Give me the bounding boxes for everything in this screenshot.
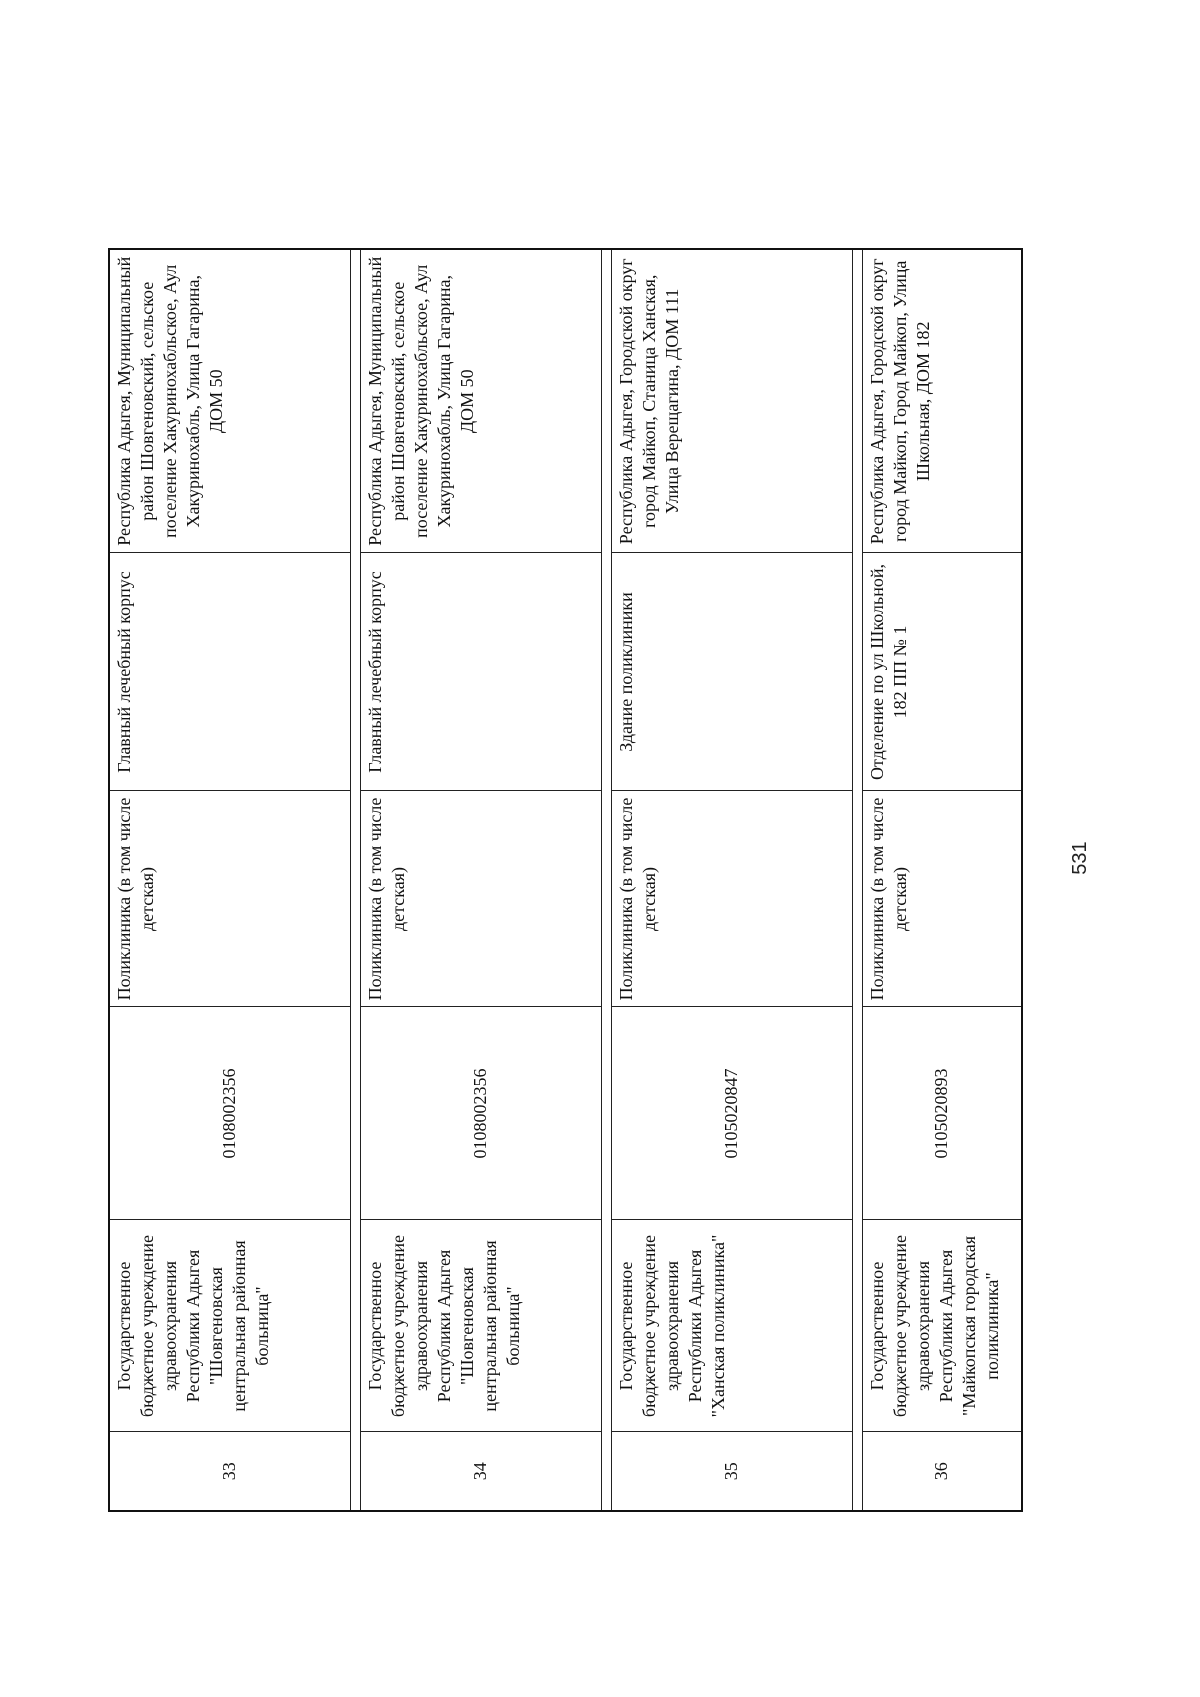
organization-name: Государственное бюджетное учреждение здравоохранения Республики Адыгея "Майкопская городская поликлиника" <box>862 1220 1022 1432</box>
facility-type: Поликлиника (в том числе детская) <box>360 791 601 1007</box>
building-name: Отделение по ул Школьной, 182 ПП № 1 <box>862 553 1022 791</box>
inn-code: 0108002356 <box>360 1007 601 1220</box>
address: Республика Адыгея, Муниципальный район Шовгеновский, сельское поселение Хакуринохабльское, Аул Хакуринохабль, Улица Гагарина, ДОМ 50 <box>360 249 601 553</box>
address: Республика Адыгея, Муниципальный район Шовгеновский, сельское поселение Хакуринохабльское, Аул Хакуринохабль, Улица Гагарина, ДОМ 50 <box>109 249 350 553</box>
row-number: 33 <box>109 1432 350 1511</box>
table-row <box>109 249 350 1511</box>
page-number: 531 <box>1069 841 1091 875</box>
table-row <box>862 249 1022 1511</box>
inn-code: 0105020847 <box>611 1007 852 1220</box>
facility-type: Поликлиника (в том числе детская) <box>862 791 1022 1007</box>
building-name: Здание поликлиники <box>611 553 852 791</box>
facility-type: Поликлиника (в том числе детская) <box>611 791 852 1007</box>
inn-code: 0105020893 <box>862 1007 1022 1220</box>
building-name: Главный лечебный корпус <box>360 553 601 791</box>
facilities-table <box>108 248 1023 1512</box>
row-number: 35 <box>611 1432 852 1511</box>
row-separator <box>852 249 862 1511</box>
organization-name: Государственное бюджетное учреждение здравоохранения Республики Адыгея "Ханская поликлиника" <box>611 1220 852 1432</box>
rotated-page-content <box>108 250 1002 1512</box>
facility-type: Поликлиника (в том числе детская) <box>109 791 350 1007</box>
inn-code: 0108002356 <box>109 1007 350 1220</box>
organization-name: Государственное бюджетное учреждение здравоохранения Республики Адыгея "Шовгеновская центральная районная больница" <box>109 1220 350 1432</box>
address: Республика Адыгея, Городской округ город Майкоп, Город Майкоп, Улица Школьная, ДОМ 182 <box>862 249 1022 553</box>
table-row <box>360 249 601 1511</box>
table-row <box>611 249 852 1511</box>
address: Республика Адыгея, Городской округ город Майкоп, Станица Ханская, Улица Верещагина, ДОМ 111 <box>611 249 852 553</box>
row-number: 34 <box>360 1432 601 1511</box>
building-name: Главный лечебный корпус <box>109 553 350 791</box>
row-number: 36 <box>862 1432 1022 1511</box>
row-separator <box>601 249 611 1511</box>
organization-name: Государственное бюджетное учреждение здравоохранения Республики Адыгея "Шовгеновская центральная районная больница" <box>360 1220 601 1432</box>
row-separator <box>350 249 360 1511</box>
